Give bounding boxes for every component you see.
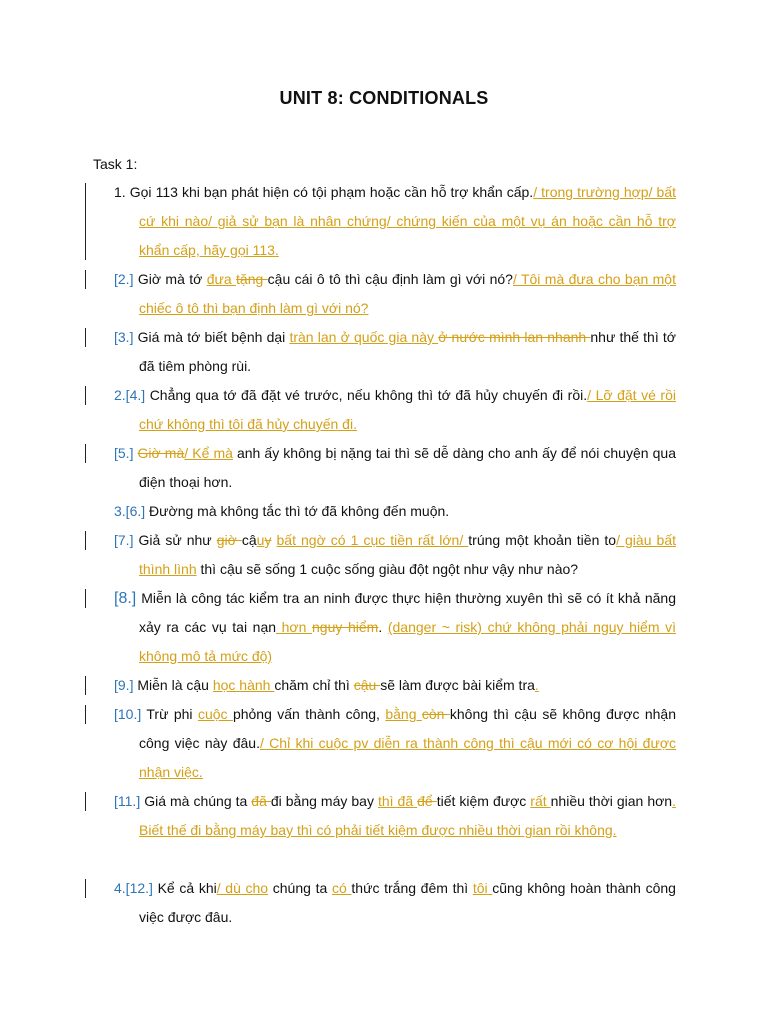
inserted-text: / Chỉ khi cuộc pv diễn ra thành công thì cậu mới có cơ hội được nhận việc. <box>139 735 677 780</box>
item-number: [5.] <box>114 445 138 461</box>
inserted-text: có <box>331 880 352 896</box>
inserted-text: đưa <box>206 271 237 287</box>
item-number: 3.[6.] <box>114 503 150 519</box>
change-bar <box>85 183 86 260</box>
change-bar <box>85 386 86 405</box>
deleted-text: ở nước mình lan nhanh <box>438 329 591 345</box>
item-text: Đường mà không tắc thì tớ đã không đến muộn. <box>149 503 450 519</box>
page-title: UNIT 8: CONDITIONALS <box>279 88 489 108</box>
item-text: nhiều thời gian hơn <box>550 793 673 809</box>
item-number: 1. <box>114 184 130 200</box>
item-text: sẽ làm được bài kiểm tra <box>380 677 535 693</box>
list-item <box>114 671 676 700</box>
change-bar <box>85 676 86 695</box>
item-number: [7.] <box>114 532 139 548</box>
change-bar <box>85 444 86 463</box>
item-text: phỏng vấn thành công, <box>232 706 386 722</box>
item-number: [10.] <box>114 706 147 722</box>
item-text: Miễn là cậu <box>137 677 213 693</box>
change-bar <box>85 879 86 898</box>
change-bar <box>85 705 86 724</box>
item-text: thức trắng đêm thì <box>351 880 473 896</box>
inserted-text: cuộc <box>197 706 233 722</box>
item-text: không thì cậu sẽ không được nhận công việc này đâu. <box>139 706 676 751</box>
item-text: Giá mà tớ biết bệnh dại <box>137 329 290 345</box>
item-text: chăm chỉ thì <box>274 677 354 693</box>
inserted-text: tràn lan ở quốc gia này <box>289 329 439 345</box>
item-text: đi bằng máy bay <box>270 793 378 809</box>
deleted-text: đã <box>251 793 271 809</box>
list-item <box>114 700 676 787</box>
item-text: tiết kiệm được <box>436 793 531 809</box>
inserted-text: (danger ~ risk) chứ không phải nguy hiểm vì không mô tả mức độ) <box>139 619 677 664</box>
item-text: . <box>378 619 388 635</box>
item-text: như thế thì tớ đã tiêm phòng rùi. <box>139 329 676 374</box>
item-text: Gọi 113 khi bạn phát hiện có tội phạm hoặc cần hỗ trợ khẩn cấp. <box>129 184 534 200</box>
task-heading: Task 1: <box>93 156 138 172</box>
item-number: [11.] <box>114 793 145 809</box>
item-text: Giả sử như <box>138 532 217 548</box>
change-bar <box>85 589 86 608</box>
change-bar <box>85 531 86 550</box>
item-number: 4.[12.] <box>114 880 158 896</box>
inserted-text: / trong trường hợp/ bất cứ khi nào/ giả sử bạn là nhân chứng/ chứng kiến của một vụ án hoặc cần hỗ trợ khẩn cấp, hãy gọi 113. <box>139 184 676 258</box>
item-text: anh ấy không bị nặng tai thì sẽ dễ dàng cho anh ấy để nói chuyện qua điện thoại hơn. <box>139 445 676 490</box>
item-text: cũng không hoàn thành công việc được đâu. <box>139 880 676 925</box>
item-text: cậu cái ô tô thì cậu định làm gì với nó? <box>267 271 513 287</box>
item-text: Giá mà chúng ta <box>144 793 252 809</box>
list-item <box>114 874 676 932</box>
item-text: Trừ phi <box>146 706 198 722</box>
deleted-text: để <box>417 793 437 809</box>
deleted-text: giờ <box>216 532 242 548</box>
list-item <box>114 526 676 584</box>
inserted-text: / Lỡ đặt vé rồi chứ không thì tôi đã hủy chuyến đi. <box>139 387 676 432</box>
list-item <box>114 178 676 265</box>
inserted-text: bằng <box>385 706 422 722</box>
item-number: [9.] <box>114 677 138 693</box>
item-text: Chẳng qua tớ đã đặt vé trước, nếu không thì tớ đã hủy chuyến đi rồi. <box>149 387 588 403</box>
item-text: cậ <box>241 532 257 548</box>
list-item <box>114 787 676 845</box>
deleted-text: Giờ mà <box>137 445 185 461</box>
inserted-text: bất ngờ có 1 cục tiền rất lớn/ <box>276 532 469 548</box>
item-number: 2.[4.] <box>114 387 150 403</box>
item-text: Kể cả khi <box>157 880 217 896</box>
inserted-text: học hành <box>212 677 275 693</box>
deleted-text: tặng <box>236 271 268 287</box>
item-text: Giờ mà tớ <box>137 271 207 287</box>
list-item <box>114 381 676 439</box>
inserted-text: . Biết thế đi bằng máy bay thì có phải tiết kiệm được nhiều thời gian rồi không. <box>139 793 676 838</box>
list-item <box>114 265 676 323</box>
list-item <box>114 439 676 497</box>
inserted-text: thì đã <box>377 793 418 809</box>
list-item <box>114 497 676 526</box>
item-text: Miễn là công tác kiểm tra an ninh được thực hiện thường xuyên thì sẽ có ít khả năng xảy ra các vụ tai nạn <box>139 590 677 635</box>
inserted-text: / giàu bất thình lình <box>139 532 676 577</box>
item-text: thì cậu sẽ sống 1 cuộc sống giàu đột ngột như vậy như nào? <box>196 561 579 577</box>
deleted-text: y <box>264 532 272 548</box>
change-bar <box>85 328 86 347</box>
list-item <box>114 323 676 381</box>
deleted-text: cậu <box>353 677 381 693</box>
inserted-text: rất <box>530 793 551 809</box>
inserted-text: u <box>256 532 265 548</box>
inserted-text: / Kể mà <box>184 445 233 461</box>
item-text: trúng một khoản tiền to <box>468 532 617 548</box>
list-item <box>114 584 676 671</box>
inserted-text: hơn <box>276 619 313 635</box>
item-number: [3.] <box>114 329 138 345</box>
item-text: chúng ta <box>268 880 332 896</box>
item-number: [8.] <box>114 590 142 607</box>
item-number: [2.] <box>114 271 138 287</box>
inserted-text: / Tôi mà đưa cho bạn một chiếc ô tô thì bạn định làm gì với nó? <box>139 271 676 316</box>
change-bar <box>85 270 86 289</box>
change-bar <box>85 792 86 811</box>
deleted-text: còn <box>421 706 450 722</box>
inserted-text: . <box>534 677 539 693</box>
inserted-text: tôi <box>472 880 493 896</box>
deleted-text: nguy hiểm <box>312 619 379 635</box>
inserted-text: / dù cho <box>216 880 269 896</box>
